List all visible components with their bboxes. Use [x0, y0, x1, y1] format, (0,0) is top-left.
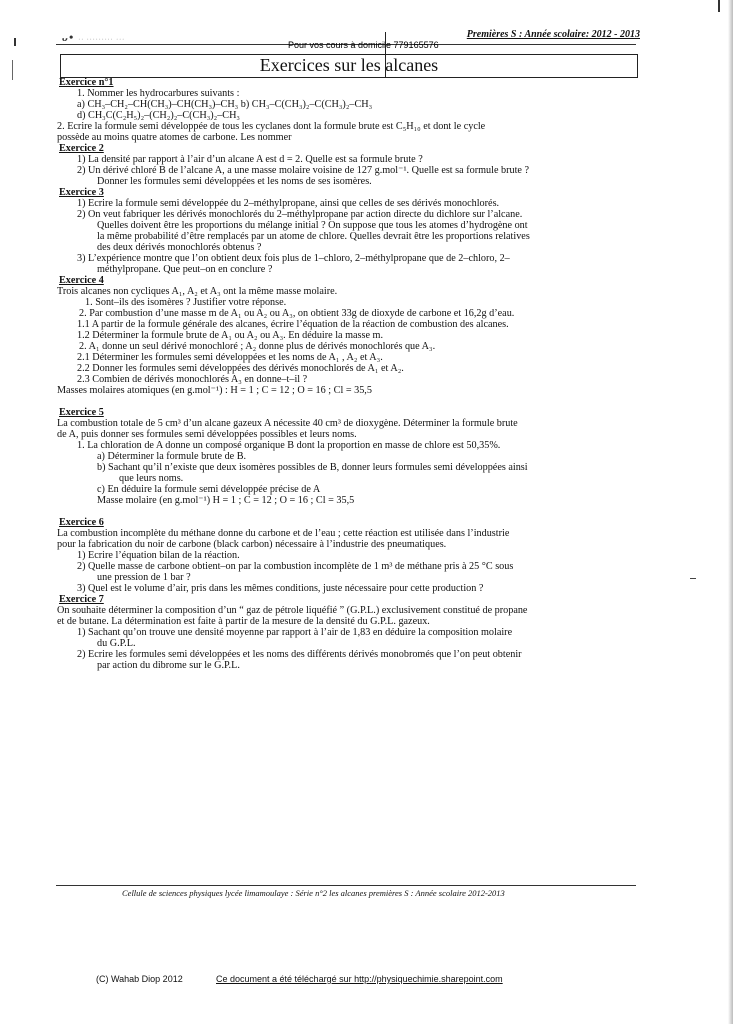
- text-line: On souhaite déterminer la composition d’un “ gaz de pétrole liquéfié ” (G.P.L.) exclusivement constitué de propane: [57, 605, 528, 616]
- text-line: 1.2 Déterminer la formule brute de A₁ ou A₂ ou A₃. En déduire la masse m.: [77, 330, 384, 341]
- scan-mark: [14, 38, 16, 46]
- text-line: Donner les formules semi développées et les noms de ses isomères.: [97, 176, 372, 187]
- copyright-text: (C) Wahab Diop 2012: [96, 974, 183, 984]
- text-line: Masse molaire (en g.mol⁻¹) H = 1 ; C = 12 ; O = 16 ; Cl = 35,5: [97, 495, 355, 506]
- footer-text: Cellule de sciences physiques lycée limamoulaye : Série n°2 les alcanes premières S : Année scolaire 2012-2013: [122, 888, 505, 898]
- school-header: [62, 30, 125, 45]
- text-line: possède au moins quatre atomes de carbone. Les nommer: [57, 132, 292, 143]
- scan-mark: [690, 578, 696, 579]
- text-line: 1) Ecrire l’équation bilan de la réaction.: [77, 550, 240, 561]
- text-line: c) En déduire la formule semi développée précise de A: [97, 484, 321, 495]
- text-line: 2. Par combustion d’une masse m de A₁ ou A₂ ou A₃, on obtient 33g de dioxyde de carbone et 16,2g d’eau.: [79, 308, 515, 319]
- text-line: méthylpropane. Que peut–on en conclure ?: [97, 264, 273, 275]
- text-line: 3) L’expérience montre que l’on obtient deux fois plus de 1–chloro, 2–méthylpropane que de 2–chloro, 2–: [77, 253, 510, 264]
- text-line: 2. A₁ donne un seul dérivé monochloré ; A₂ donne plus de dérivés monochlorés que A₃.: [79, 341, 436, 352]
- title-box: [60, 54, 638, 78]
- text-line: que leurs noms.: [119, 473, 184, 484]
- text-line: de A, puis donner ses formules semi développées possibles et leurs noms.: [57, 429, 357, 440]
- text-line: une pression de 1 bar ?: [97, 572, 191, 583]
- text-line: des deux dérivés monochlorés obtenus ?: [97, 242, 262, 253]
- text-line: pour la fabrication du noir de carbone (black carbon) nécessaire à l’industrie des pneumatiques.: [57, 539, 447, 550]
- text-line: la même probabilité d’être remplacés par un atome de chlore. Quelles devrait être les proportions relatives: [97, 231, 530, 242]
- school-name: ·· ········· ···: [78, 37, 126, 43]
- text-line: 3) Quel est le volume d’air, pris dans les mêmes conditions, juste nécessaire pour cette production ?: [77, 583, 484, 594]
- text-line: 2.1 Déterminer les formules semi développées et les noms de A₁ , A₂ et A₃.: [77, 352, 383, 363]
- text-line: par action du dibrome sur le G.P.L.: [97, 660, 240, 671]
- exercise-heading: Exercice n°1: [59, 77, 114, 88]
- exercise-heading: Exercice 5: [59, 407, 104, 418]
- vertical-rule: [385, 32, 386, 78]
- text-line: 2. Ecrire la formule semi développée de tous les cyclanes dont la formule brute est C₅H₁₀ et dont le cycle: [57, 121, 486, 132]
- text-line: 2) On veut fabriquer les dérivés monochlorés du 2–méthylpropane par action directe du dichlore sur l’alcane.: [77, 209, 523, 220]
- download-link[interactable]: Ce document a été téléchargé sur http://physiquechimie.sharepoint.com: [216, 974, 503, 984]
- text-line: 1) Ecrire la formule semi développée du 2–méthylpropane, ainsi que celles de ses dérivés monochlorés.: [77, 198, 500, 209]
- scan-mark: [718, 0, 720, 12]
- school-logo-icon: ᴗ•: [62, 30, 75, 44]
- exercise-heading: Exercice 2: [59, 143, 104, 154]
- text-line: Masses molaires atomiques (en g.mol⁻¹) : H = 1 ; C = 12 ; O = 16 ; Cl = 35,5: [57, 385, 372, 396]
- scan-mark: [12, 60, 13, 80]
- text-line: 2) Ecrire les formules semi développées et les noms des différents dérivés monobromés que l’on peut obtenir: [77, 649, 522, 660]
- formula-line: a) CH₃–CH₂–CH(CH₃)–CH(CH₃)–CH₃ b) CH₃–C(CH₃)₂–C(CH₃)₂–CH₃: [77, 99, 373, 110]
- text-line: 1. Sont–ils des isomères ? Justifier votre réponse.: [85, 297, 287, 308]
- footer-rule: [56, 885, 636, 886]
- text-line: 1. La chloration de A donne un composé organique B dont la proportion en masse de chlore est 50,35%.: [77, 440, 501, 451]
- text-line: 2.3 Combien de dérivés monochlorés A₃ en donne–t–il ?: [77, 374, 308, 385]
- text-line: La combustion totale de 5 cm³ d’un alcane gazeux A nécessite 40 cm³ de dioxygène. Déterminer la formule brute: [57, 418, 518, 429]
- text-line: 2) Quelle masse de carbone obtient–on par la combustion incomplète de 1 m³ de méthane pris à 25 °C sous: [77, 561, 514, 572]
- exercise-heading: Exercice 4: [59, 275, 104, 286]
- exercise-heading: Exercice 3: [59, 187, 104, 198]
- text-line: 2) Un dérivé chloré B de l’alcane A, a une masse molaire voisine de 127 g.mol⁻¹. Quelle est sa formule brute ?: [77, 165, 530, 176]
- text-line: Trois alcanes non cycliques A₁, A₂ et A₃ ont la même masse molaire.: [57, 286, 338, 297]
- scan-edge: [728, 0, 733, 1024]
- text-line: Quelles doivent être les proportions du mélange initial ? On suppose que tous les atomes d’hydrogène ont: [97, 220, 528, 231]
- text-line: La combustion incomplète du méthane donne du carbone et de l’eau ; cette réaction est utilisée dans l’industrie: [57, 528, 510, 539]
- exercise-heading: Exercice 6: [59, 517, 104, 528]
- formula-line: d) CH₃C(C₂H₅)₂–(CH₂)₂–C(CH₃)₂–CH₃: [77, 110, 240, 121]
- promo-text: Pour vos cours à domicile 779165576: [288, 40, 439, 50]
- exercise-heading: Exercice 7: [59, 594, 104, 605]
- text-line: et de butane. La détermination est faite à partir de la mesure de la densité du G.P.L. gazeux.: [57, 616, 430, 627]
- text-line: 2.2 Donner les formules semi développées des dérivés monochlorés de A₁ et A₂.: [77, 363, 404, 374]
- text-line: b) Sachant qu’il n’existe que deux isomères possibles de B, donner leurs formules semi développées ainsi: [97, 462, 528, 473]
- text-line: a) Déterminer la formule brute de B.: [97, 451, 247, 462]
- text-line: 1) La densité par rapport à l’air d’un alcane A est d = 2. Quelle est sa formule brute ?: [77, 154, 423, 165]
- text-line: du G.P.L.: [97, 638, 136, 649]
- year-header: Premières S : Année scolaire: 2012 - 2013: [466, 29, 640, 40]
- text-line: 1. Nommer les hydrocarbures suivants :: [77, 88, 240, 99]
- text-line: 1) Sachant qu’on trouve une densité moyenne par rapport à l’air de 1,83 en déduire la composition molaire: [77, 627, 513, 638]
- text-line: 1.1 A partir de la formule générale des alcanes, écrire l’équation de la réaction de combustion des alcanes.: [77, 319, 509, 330]
- page-title: Exercices sur les alcanes: [259, 55, 439, 75]
